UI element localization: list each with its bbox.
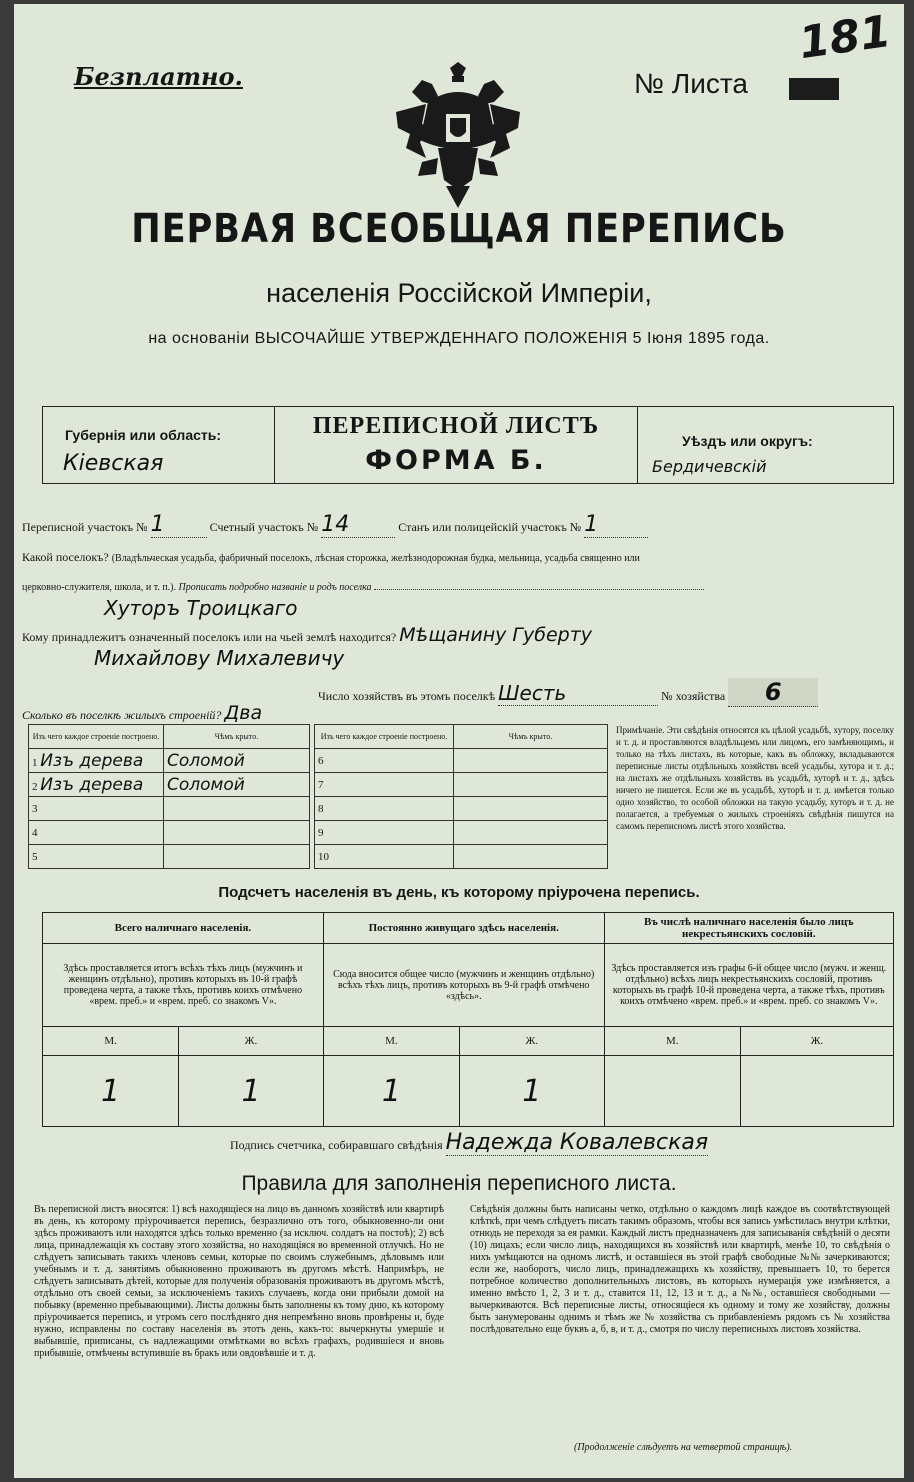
count-nonpeasant-male <box>604 1056 740 1127</box>
count-header-resident: Постоянно живущаго здѣсь населенія. <box>323 913 604 944</box>
count-title: Подсчетъ населенія въ день, къ которому пріурочена перепись. <box>218 884 700 901</box>
settlement-hint-2: церковно-служителя, школа, и т. п.). <box>22 582 176 593</box>
building-row: 4 <box>29 821 310 845</box>
sheet-number-stamp <box>789 78 839 100</box>
free-label: Безплатно. <box>74 62 243 91</box>
count-col-male: М. <box>43 1027 179 1056</box>
rules-left-column: Въ переписной листъ вносятся: 1) всѣ находящіеся на лицо въ данномъ хозяйствѣ или квартирѣ въ день, къ которому пріурочивается перепись, безразлично отъ того, обыкновенно-ли они здѣсь проживаютъ или находятся здѣсь только временно (за исключ. солдатъ на постоѣ); 2) всѣ лица, принадлежащія къ составу этого хозяйства, но находящіяся во временной отлучкѣ. Но не слѣдуетъ записывать такихъ членовъ семьи, которые по своимъ служебнымъ, дѣловымъ или учебнымъ и т. д. занятіямъ обыкновенно проживаютъ въ другомъ мѣстѣ. Напримѣръ, не слѣдуетъ записывать дѣтей, которые для полученія образованія проживаютъ въ другомъ мѣстѣ, отдѣльно отъ своей семьи, за исключеніемъ такихъ случаевъ, когда они прибыли домой на побывку (временно пребывающими). Листы должны быть заполнены къ тому дню, къ которому пріурочивается перепись, и утромъ сего послѣдняго дня непремѣнно вновь провѣрены и, буде нужно, исправлены по составу населенія въ этотъ день, какъ-то: вычеркнуты умершіе и выбывшіе, приписаны, съ надлежащими отмѣтками во всѣхъ графахъ, родившіеся и вновь прибывшіе, отмѣчены вступившіе въ бракъ или овдовѣвшіе и т. д. <box>34 1204 444 1359</box>
settlement-value: Хуторъ Троицкаго <box>104 596 298 620</box>
building-row: 9 <box>315 821 608 845</box>
count-header-present: Всего наличнаго населенія. <box>43 913 324 944</box>
count-desc-present: Здѣсь проставляется итогъ всѣхъ тѣхъ лицъ (мужчинъ и женщинъ отдѣльно), противъ которыхъ въ 10-й графѣ проведена черта, а также тѣхъ, противъ коихъ отмѣчено «врем. преб.» и «врем. преб. со знакомъ V». <box>43 944 324 1027</box>
buildings-line <box>22 702 262 724</box>
count-header-nonpeasant: Въ числѣ наличнаго населенія было лицъ некрестьянскихъ сословій. <box>604 913 893 944</box>
count-plot-value: 14 <box>321 512 395 538</box>
population-count-table <box>42 912 894 1127</box>
continuation-note: (Продолженіе слѣдуетъ на четвертой страницѣ). <box>574 1442 793 1453</box>
building-material: Изъ дерева <box>40 750 144 771</box>
census-sheet <box>14 4 904 1478</box>
buildings-label: Сколько въ поселкѣ жилыхъ строеній? <box>22 708 222 722</box>
form-subtitle: ФОРМА Б. <box>365 445 547 476</box>
building-row: 6 <box>315 749 608 773</box>
count-nonpeasant-female <box>740 1056 893 1127</box>
form-title: ПЕРЕПИСНОЙ ЛИСТЪ <box>312 413 600 439</box>
building-material: Изъ дерева <box>40 774 144 795</box>
form-title-cell <box>274 406 638 484</box>
household-no-label: № хозяйства <box>661 689 726 703</box>
count-col-female: Ж. <box>740 1027 893 1056</box>
building-row: 8 <box>315 797 608 821</box>
owner-label: Кому принадлежитъ означенный поселокъ или на чьей землѣ находится? <box>22 630 397 644</box>
province-cell <box>42 406 274 484</box>
building-row: 1 Изъ дерева Соломой <box>29 749 310 773</box>
count-resident-male: 1 <box>323 1056 459 1127</box>
double-headed-eagle-emblem <box>392 62 524 212</box>
count-desc-nonpeasant: Здѣсь проставляется изъ графы 6-й общее число (мужч. и женщ. отдѣльно) всѣхъ лицъ некрестьянскихъ сословій, противъ которыхъ въ графѣ 10-й проведена черта, а также тѣхъ, противъ коихъ отмѣчено «врем. преб.» и «врем. преб. со знакомъ V». <box>604 944 893 1027</box>
building-row: 10 <box>315 845 608 869</box>
count-plot-label: Счетный участокъ № <box>209 520 319 534</box>
building-row: 2 Изъ дерева Соломой <box>29 773 310 797</box>
page-subtitle: населенія Россійской Имперіи, <box>266 278 652 308</box>
owner-value-1: Мѣщанину Губерту <box>399 624 593 646</box>
count-col-female: Ж. <box>459 1027 604 1056</box>
page-title: ПЕРВАЯ ВСЕОБЩАЯ ПЕРЕПИСЬ <box>131 206 787 252</box>
sheet-number-label: № Листа <box>634 68 748 99</box>
building-roof: Соломой <box>167 774 245 795</box>
enumerator-signature-line <box>230 1130 708 1155</box>
count-col-female: Ж. <box>179 1027 324 1056</box>
building-roof: Соломой <box>167 750 245 771</box>
owner-value-2: Михайлову Михалевичу <box>94 646 345 670</box>
households-label: Число хозяйствъ въ этомъ поселкѣ <box>318 689 496 703</box>
count-resident-female: 1 <box>459 1056 604 1127</box>
count-present-male: 1 <box>43 1056 179 1127</box>
plots-line <box>22 512 648 538</box>
households-line <box>318 678 818 707</box>
count-desc-resident: Сюда вносится общее число (мужчинъ и женщинъ отдѣльно) всѣхъ тѣхъ лицъ, противъ которыхъ въ 9-й графѣ отмѣчено «здѣсь». <box>323 944 604 1027</box>
rules-right-column: Свѣдѣнія должны быть написаны четко, отдѣльно о каждомъ лицѣ каждое въ соотвѣтствующей клѣткѣ, при чемъ слѣдуетъ писать такимъ образомъ, чтобы вся запись умѣстилась внутри клѣтки, отнюдь не переходя за ея рамки. Каждый листъ предназначенъ для записыванія свѣдѣній о десяти (10) лицахъ; если число лицъ, находящихся въ хозяйствѣ или квартирѣ, менѣе 10, то свѣдѣнія о нихъ умѣщаются на одномъ листѣ, и оставшіеся въ этой графѣ свободные №№ зачеркиваются; если же, наоборотъ, число лицъ, принадлежащихъ къ хозяйству, превышаетъ 10, то берется потребное количество дополнительныхъ листовъ, въ которыхъ нумерація уже измѣняется, а именно вмѣсто 1, 2, 3 и т. д., ставится 11, 12, 13 и т. д., а №№, оставшіеся свободными — вычеркиваются. Всѣ переписные листы, относящіеся къ одному и тому же хозяйству, должны быть занумерованы однимъ и тѣмъ же № хозяйства съ прибавленіемъ рядомъ съ № хозяйства послѣдовательно еще буквъ а, б, в, и т. д., смотря по числу переписныхъ листовъ хозяйства. <box>470 1204 890 1335</box>
sheet-number-handwritten: 181 <box>795 5 894 70</box>
legal-basis: на основаніи ВЫСОЧАЙШЕ УТВЕРЖДЕННАГО ПОЛОЖЕНІЯ 5 Іюня 1895 года. <box>148 330 770 347</box>
stan-value: 1 <box>584 512 648 538</box>
settlement-hint: (Владѣльческая усадьба, фабричный поселокъ, лѣсная сторожка, желѣзнодорожная будка, мельница, усадьба священно или <box>111 553 640 564</box>
district-value: Бердичевскій <box>652 457 767 476</box>
census-plot-value: 1 <box>151 512 207 538</box>
buildings-table-left <box>28 724 310 869</box>
household-no-value: 6 <box>728 678 818 707</box>
count-col-male: М. <box>323 1027 459 1056</box>
rules-title: Правила для заполненія переписного листа. <box>241 1172 677 1195</box>
stan-label: Станъ или полицейскій участокъ № <box>398 520 582 534</box>
settlement-line <box>22 550 640 565</box>
province-label: Губернія или область: <box>65 427 222 443</box>
building-row: 5 <box>29 845 310 869</box>
buildings-col-roof: Чѣмъ крыто. <box>164 725 310 749</box>
buildings-col-roof: Чѣмъ крыто. <box>454 725 608 749</box>
buildings-table-right <box>314 724 608 869</box>
settlement-label: Какой поселокъ? <box>22 550 109 564</box>
count-col-male: М. <box>604 1027 740 1056</box>
building-row: 7 <box>315 773 608 797</box>
households-value: Шесть <box>498 681 658 706</box>
buildings-note: Примѣчаніе. Эти свѣдѣнія относятся къ цѣлой усадьбѣ, хутору, поселку и т. д. и проставляются владѣльцемъ или лицомъ, его замѣняющимъ, и только на тѣхъ листахъ, въ которые, какъ въ обложку, вкладываются переписные листы отдѣльныхъ хозяйствъ всей усадьбы, хутора и т. д.; на листахъ же отдѣльныхъ хозяйствъ въ усадьбѣ, хуторѣ и т. д., здѣсь ничего не пишется. Если же въ усадьбѣ, хуторѣ и т. д. имѣется только одно хозяйство, то особой обложки на такую усадьбу, хуторъ и т. д. не полагается, а требуемыя о жилыхъ строеніяхъ свѣдѣнія пишутся на самомъ переписномъ листѣ этого хозяйства. <box>616 725 894 831</box>
census-plot-label: Переписной участокъ № <box>22 520 148 534</box>
district-label: Уѣздъ или округъ: <box>682 433 813 449</box>
signature-label: Подпись счетчика, собиравшаго свѣдѣнія <box>230 1138 443 1152</box>
owner-line <box>22 624 592 646</box>
buildings-col-material: Изъ чего каждое строеніе построено. <box>315 725 454 749</box>
district-cell <box>638 406 894 484</box>
buildings-col-material: Изъ чего каждое строеніе построено. <box>29 725 164 749</box>
buildings-value: Два <box>224 702 263 724</box>
province-value: Кіевская <box>63 451 164 476</box>
building-row: 3 <box>29 797 310 821</box>
signature-value: Надежда Ковалевская <box>445 1130 709 1155</box>
settlement-hint-3: Прописать подробно названіе и родъ поселка <box>178 582 372 593</box>
settlement-line-2 <box>22 582 704 593</box>
count-present-female: 1 <box>179 1056 324 1127</box>
form-header <box>42 406 894 484</box>
